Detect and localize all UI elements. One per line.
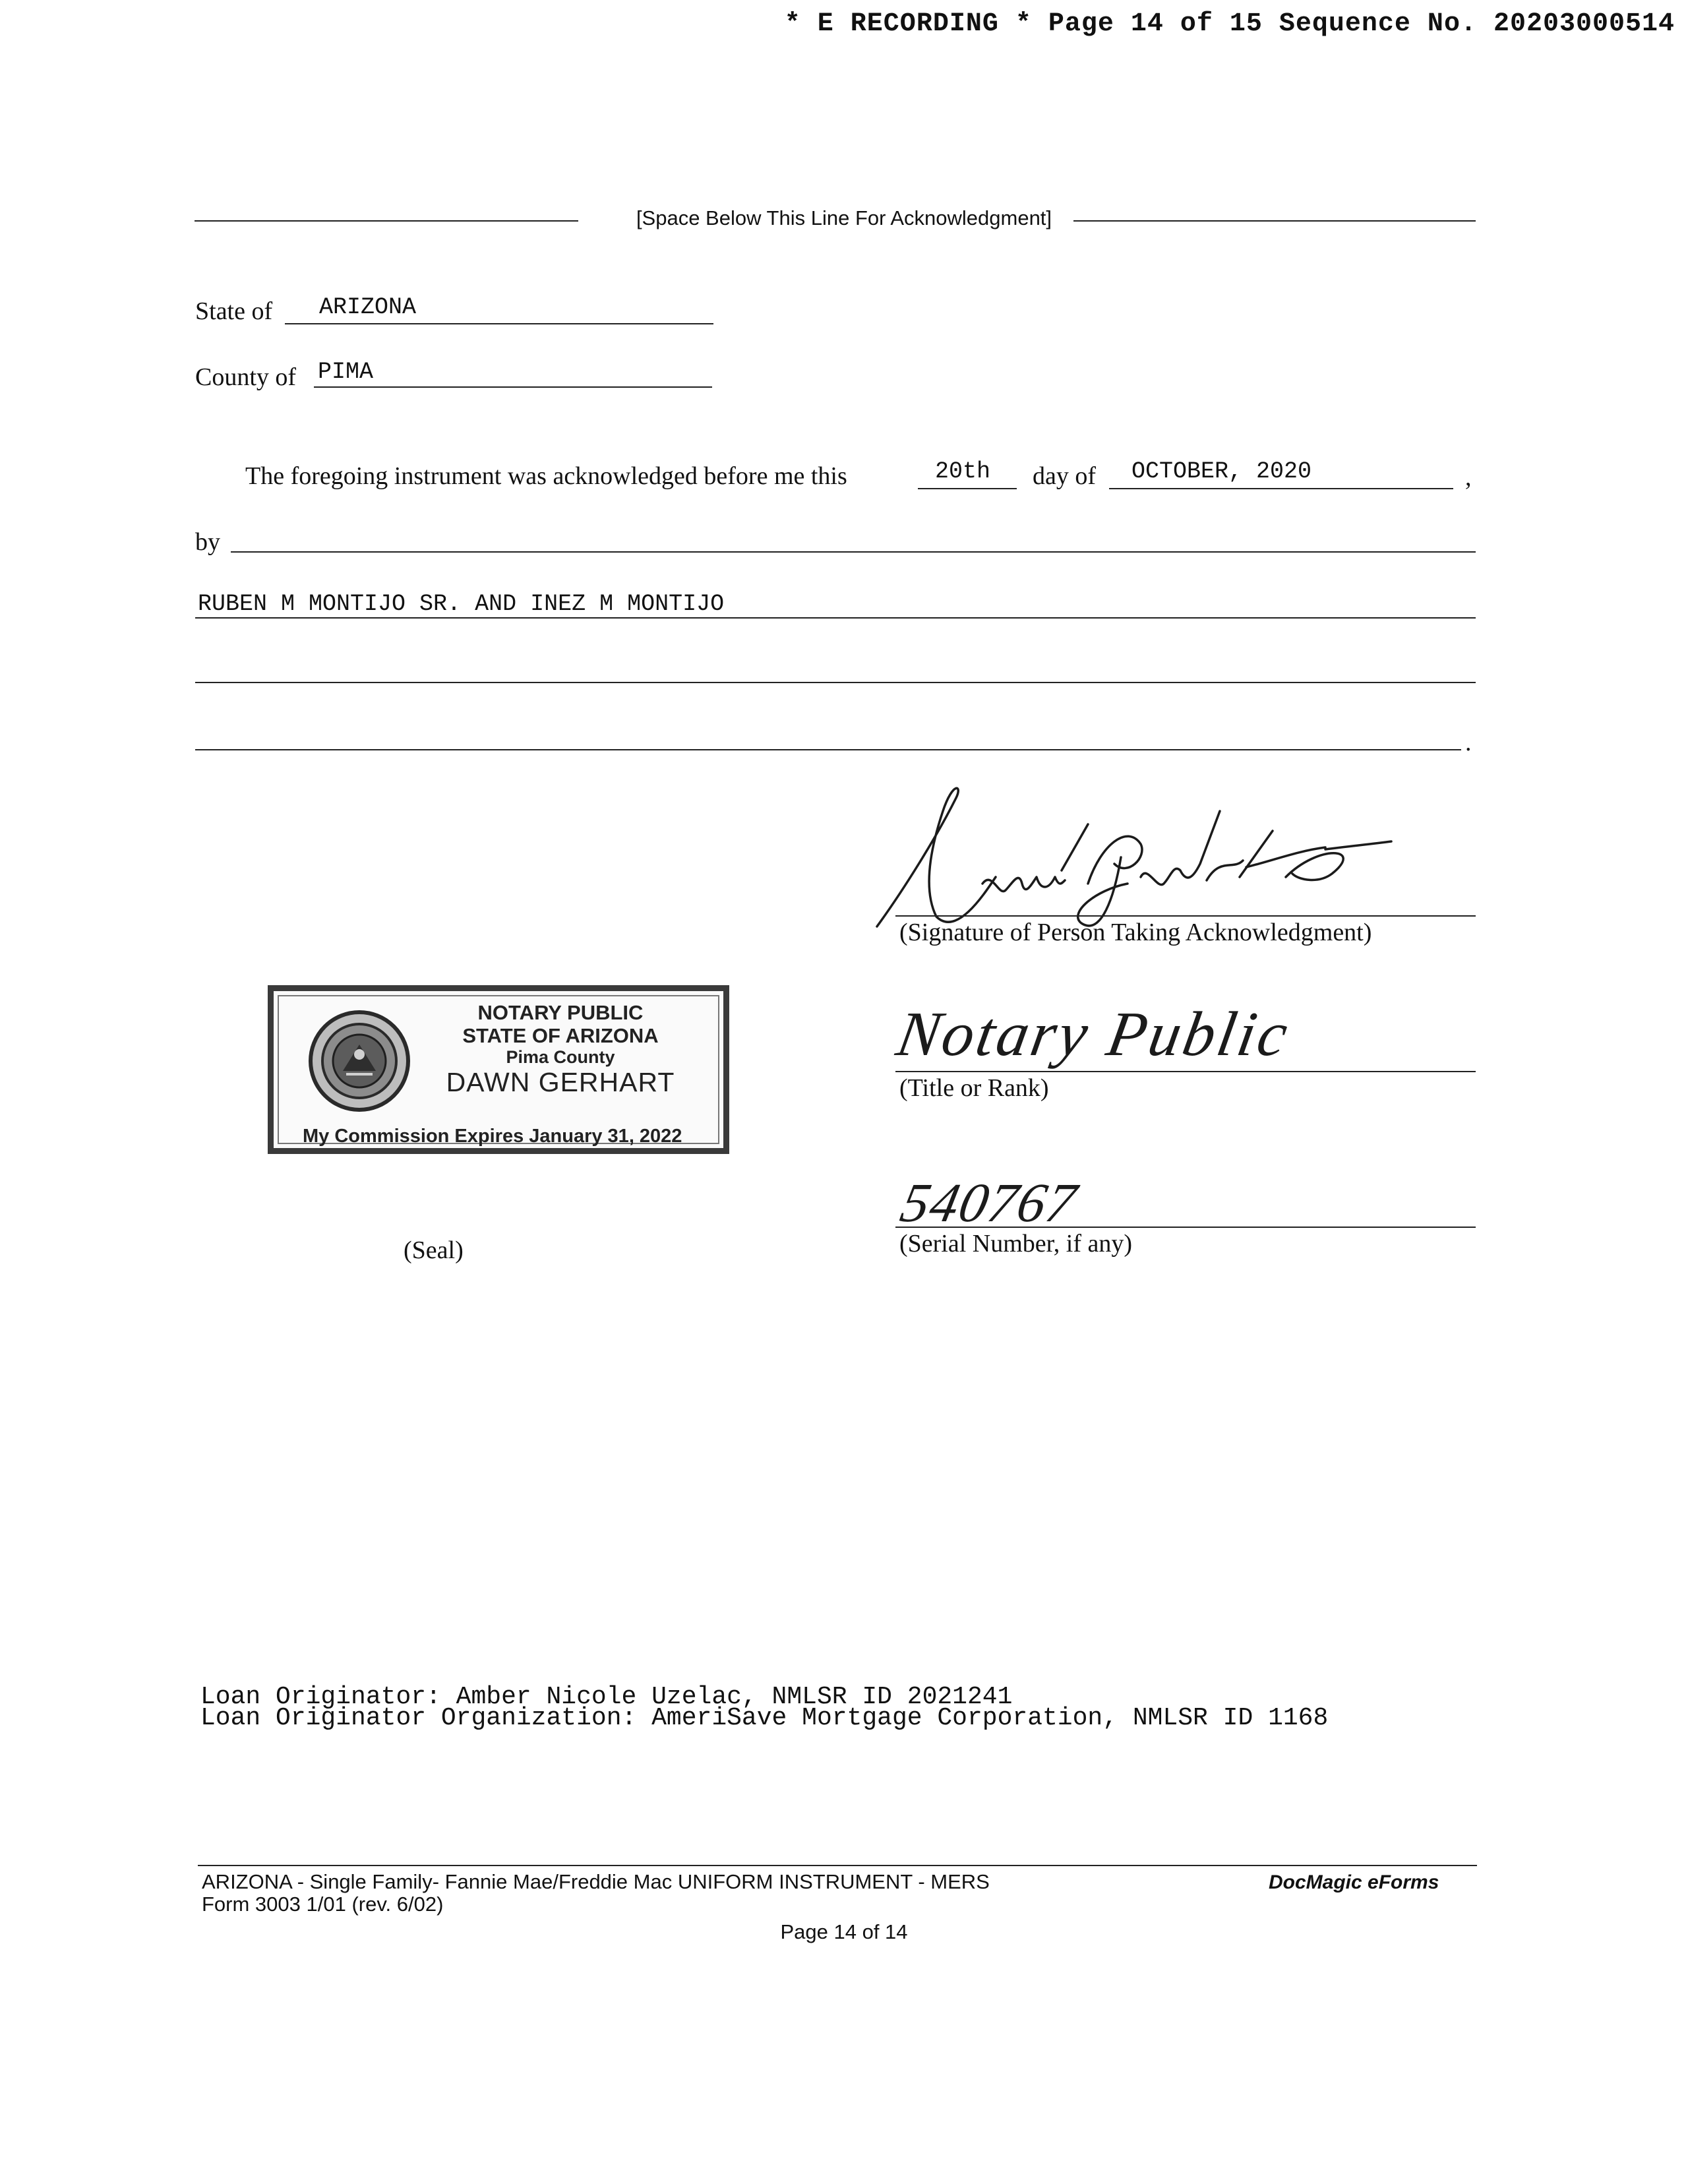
loan-originator: Loan Originator: Amber Nicole Uzelac, NMLSR ID 2021241 (200, 1683, 1013, 1711)
month-year-value: OCTOBER, 2020 (1131, 458, 1312, 485)
names-underline (195, 617, 1476, 619)
serial-handwritten: 540767 (895, 1172, 1083, 1234)
day-underline (918, 488, 1017, 489)
title-handwritten: Notary Public (891, 998, 1296, 1069)
footer-form-number: Form 3003 1/01 (rev. 6/02) (202, 1893, 444, 1916)
footer-page-number: Page 14 of 14 (780, 1920, 908, 1943)
serial-caption: (Serial Number, if any) (899, 1230, 1133, 1258)
stamp-text-block (406, 1002, 715, 1098)
blank-line-1 (195, 682, 1476, 683)
acknowledged-by-names: RUBEN M MONTIJO SR. AND INEZ M MONTIJO (198, 591, 725, 617)
day-of-label: day of (1033, 462, 1097, 490)
title-caption: (Title or Rank) (899, 1074, 1049, 1102)
by-label: by (195, 528, 220, 556)
day-value: 20th (935, 458, 991, 485)
month-underline (1109, 488, 1453, 489)
state-label: State of (195, 297, 273, 325)
stamp-expiry: My Commission Expires January 31, 2022 (303, 1126, 682, 1147)
stamp-line-state: STATE OF ARIZONA (462, 1023, 659, 1047)
footer-rule (198, 1865, 1477, 1866)
signature-underline (895, 915, 1476, 917)
stamp-line-notary: NOTARY PUBLIC (477, 1001, 644, 1024)
recording-banner: * E RECORDING * Page 14 of 15 Sequence No. 20203000514 (784, 9, 1675, 39)
serial-underline (895, 1227, 1476, 1228)
state-underline (285, 323, 713, 324)
docmagic-logo: DocMagic eForms (1269, 1871, 1439, 1893)
by-underline (231, 551, 1476, 553)
blank-line-2 (195, 749, 1461, 750)
title-underline (895, 1071, 1476, 1072)
footer-form-title: ARIZONA - Single Family- Fannie Mae/Freddie Mac UNIFORM INSTRUMENT - MERS (202, 1870, 990, 1893)
county-underline (314, 386, 712, 388)
stamp-notary-name: DAWN GERHART (446, 1066, 675, 1097)
loan-originator-organization: Loan Originator Organization: AmeriSave Mortgage Corporation, NMLSR ID 1168 (200, 1704, 1329, 1732)
signature-caption: (Signature of Person Taking Acknowledgment) (899, 919, 1372, 946)
notary-stamp (268, 985, 729, 1154)
state-seal-emblem (307, 1008, 412, 1114)
stamp-line-county: Pima County (506, 1047, 615, 1068)
county-value: PIMA (318, 359, 374, 385)
section-divider-label: [Space Below This Line For Acknowledgment] (636, 206, 1052, 229)
trailing-comma: , (1465, 464, 1472, 491)
foregoing-text: The foregoing instrument was acknowledged before me this (245, 462, 847, 490)
county-label: County of (195, 363, 297, 391)
state-value: ARIZONA (319, 294, 417, 320)
seal-caption: (Seal) (404, 1236, 464, 1264)
trailing-period: . (1465, 729, 1472, 756)
